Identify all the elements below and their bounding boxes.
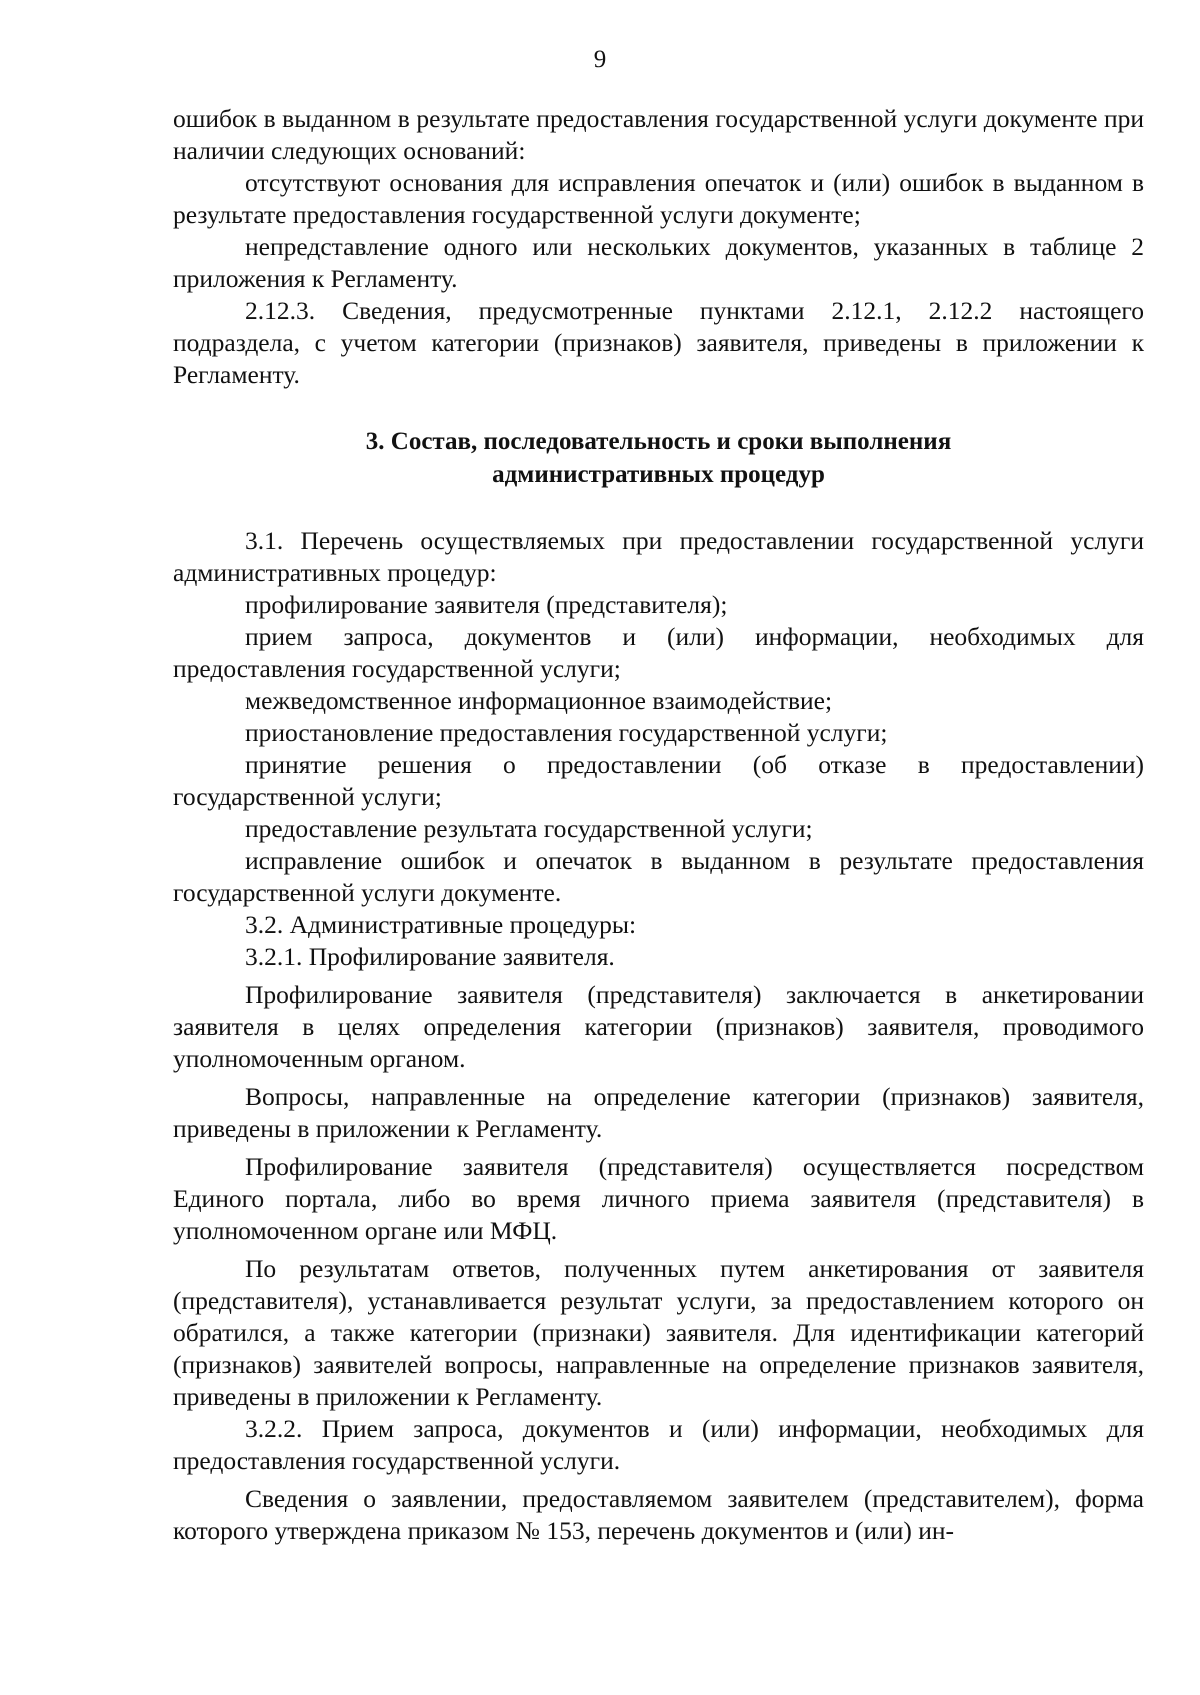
paragraph: 2.12.3. Сведения, предусмотренные пунктами 2.12.1, 2.12.2 настоящего подраздела, с учетом категории (признаков) заявителя, приведены в приложении к Регламенту.: [173, 296, 1144, 389]
section-heading: [173, 425, 1144, 491]
paragraph: Профилирование заявителя (представителя) осуществляется посредством Единого портала, либо во время личного приема заявителя (представителя) в уполномоченном органе или МФЦ.: [173, 1152, 1144, 1245]
paragraph: профилирование заявителя (представителя);: [245, 590, 728, 619]
paragraph: отсутствуют основания для исправления опечаток и (или) ошибок в выданном в результате предоставления государственной услуги документе;: [173, 168, 1144, 229]
paragraph: исправление ошибок и опечаток в выданном в результате предоставления государственной услуги документе.: [173, 846, 1144, 907]
paragraph: 3.2.1. Профилирование заявителя.: [245, 942, 615, 971]
section-heading-line-1: 3. Состав, последовательность и сроки выполнения: [365, 428, 952, 455]
paragraph: Вопросы, направленные на определение категории (признаков) заявителя, приведены в приложении к Регламенту.: [173, 1082, 1144, 1143]
page-number: 9: [593, 46, 607, 73]
document-body: [173, 103, 1144, 1547]
section-heading-line-2: административных процедур: [492, 461, 825, 488]
paragraph: Сведения о заявлении, предоставляемом заявителем (представителем), форма которого утверждена приказом № 153, перечень документов и (или) ин-: [173, 1484, 1144, 1545]
paragraph: 3.2.2. Прием запроса, документов и (или) информации, необходимых для предоставления государственной услуги.: [173, 1414, 1144, 1475]
paragraph: По результатам ответов, полученных путем анкетирования от заявителя (представителя), устанавливается результат услуги, за предоставлением которого он обратился, а также категории (признаки) заявителя. Для идентификации категорий (признаков) заявителей вопросы, направленные на определение признаков заявителя, приведены в приложении к Регламенту.: [173, 1254, 1144, 1411]
paragraph: непредставление одного или нескольких документов, указанных в таблице 2 приложения к Регламенту.: [173, 232, 1144, 293]
paragraph: ошибок в выданном в результате предоставления государственной услуги документе при наличии следующих оснований:: [173, 104, 1144, 165]
paragraph: прием запроса, документов и (или) информации, необходимых для предоставления государственной услуги;: [173, 622, 1144, 683]
paragraphs-bottom: [173, 525, 1144, 1547]
paragraph: межведомственное информационное взаимодействие;: [245, 686, 833, 715]
paragraph: 3.1. Перечень осуществляемых при предоставлении государственной услуги административных процедур:: [173, 526, 1144, 587]
paragraphs-top: [173, 103, 1144, 391]
paragraph: предоставление результата государственной услуги;: [245, 814, 813, 843]
paragraph: 3.2. Административные процедуры:: [245, 910, 637, 939]
paragraph: принятие решения о предоставлении (об отказе в предоставлении) государственной услуги;: [173, 750, 1144, 811]
paragraph: Профилирование заявителя (представителя) заключается в анкетировании заявителя в целях определения категории (признаков) заявителя, проводимого уполномоченным органом.: [173, 980, 1144, 1073]
paragraph: приостановление предоставления государственной услуги;: [245, 718, 888, 747]
